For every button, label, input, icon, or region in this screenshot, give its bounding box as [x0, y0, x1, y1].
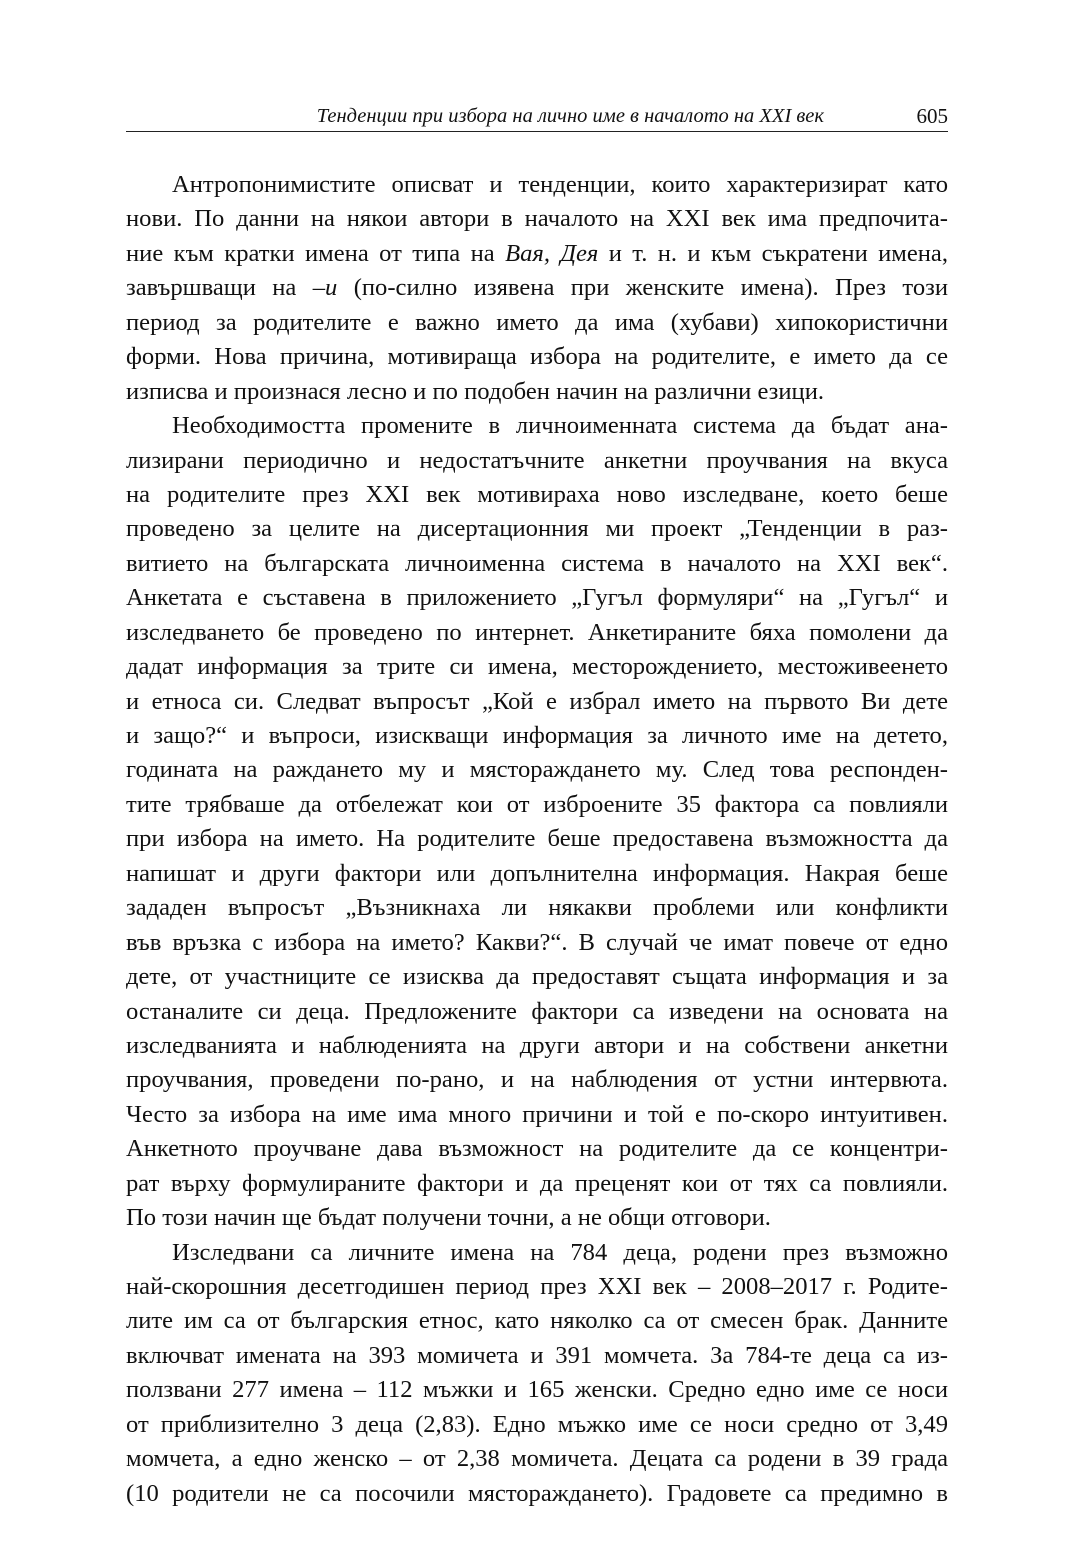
- text-line: дете, от участниците се изисква да предоставят същата информация и за: [126, 963, 948, 991]
- running-title: Тенденции при избора на лично име в началото на XXI век: [316, 105, 824, 127]
- text-line: период за родителите е важно името да има (хубави) хипокористични: [126, 308, 948, 336]
- text-line: форми. Нова причина, мотивираща избора на родителите, е името да се: [126, 343, 948, 371]
- text-line: изследването бе проведено по интернет. Анкетираните бяха помолени да: [126, 618, 948, 646]
- body-text: [126, 168, 948, 1511]
- text-line: момчета, а едно женско – от 2,38 момичета. Децата са родени в 39 града: [126, 1445, 948, 1473]
- text-line: годината на раждането му и мястораждането му. След това респонден-: [126, 756, 948, 784]
- text-segment: ние към кратки имена от типа на: [126, 239, 506, 267]
- paragraph-2: [126, 409, 948, 1236]
- text-line: от приблизително 3 деца (2,83). Едно мъжко име се носи средно от 3,49: [126, 1410, 948, 1438]
- text-line: напишат и други фактори или допълнителна информация. Накрая беше: [126, 859, 948, 887]
- text-line: По този начин ще бъдат получени точни, а не общи отговори.: [126, 1204, 771, 1232]
- text-line: Анкетата е съставена в приложението „Гугъл формуляри“ на „Гугъл“ и: [126, 584, 948, 612]
- text-line: проучвания, проведени по-рано, и на наблюдения от устни интервюта.: [126, 1066, 948, 1094]
- text-line: останалите си деца. Предложените фактори са изведени на основата на: [126, 997, 948, 1025]
- text-line: витието на българската личноименна система в началото на XXI век“.: [126, 549, 948, 577]
- text-line: рат върху формулираните фактори и да преценят кои от тях са повлияли.: [126, 1169, 948, 1197]
- text-segment: (по-силно изявена при женските имена). През този: [337, 274, 948, 302]
- text-line: (10 родители не са посочили мястораждането). Градовете са предимно в: [126, 1479, 948, 1507]
- text-line: лизирани периодично и недостатъчните анкетни проучвания на вкуса: [126, 446, 948, 474]
- text-line: тите трябваше да отбележат кои от изброените 35 фактора са повлияли: [126, 790, 948, 818]
- text-line: Анкетното проучване дава възможност на родителите да се концентри-: [126, 1135, 948, 1163]
- text-line: включват имената на 393 момичета и 391 момчета. За 784-те деца са из-: [126, 1341, 948, 1369]
- text-line: при избора на името. На родителите беше предоставена възможността да: [126, 825, 948, 853]
- page-number: 605: [916, 104, 948, 128]
- text-line: изследванията и наблюденията на други автори и на собствени анкетни: [126, 1031, 948, 1059]
- text-line: [126, 271, 948, 305]
- text-line: ползвани 277 имена – 112 мъжки и 165 женски. Средно едно име се носи: [126, 1376, 948, 1404]
- paragraph-1: [126, 168, 948, 409]
- text-line: зададен въпросът „Възникнаха ли някакви проблеми или конфликти: [126, 894, 948, 922]
- text-line: проведено за целите на дисертационния ми проект „Тенденции в раз-: [126, 515, 948, 543]
- text-line: Антропонимистите описват и тенденции, които характеризират като: [172, 171, 948, 198]
- text-line: Изследвани са личните имена на 784 деца, родени през възможно: [172, 1238, 948, 1266]
- text-line: изписва и произнася лесно и по подобен начин на различни езици.: [126, 377, 825, 405]
- text-line: Често за избора на име има много причини и той е по-скоро интуитивен.: [126, 1100, 948, 1128]
- text-line: на родителите през XXI век мотивираха ново изследване, което беше: [126, 480, 948, 508]
- example-names: Вая, Дея: [505, 239, 599, 267]
- text-line: [126, 237, 948, 271]
- text-line: във връзка с избора на името? Какви?“. В случай че имат повече от едно: [126, 928, 948, 956]
- text-line: най-скорошния десетгодишен период през XXI век – 2008–2017 г. Родите-: [126, 1273, 948, 1300]
- text-line: дадат информация за трите си имена, месторождението, местоживеенето: [126, 653, 948, 681]
- text-segment: и т. н. и към съкратени имена,: [598, 239, 948, 267]
- text-line: Необходимостта промените в личноименната система да бъдат ана-: [172, 412, 948, 440]
- text-segment: завършващи на: [126, 274, 313, 302]
- suffix-example: –и: [312, 274, 338, 302]
- text-line: нови. По данни на някои автори в началото на XXI век има предпочита-: [126, 205, 948, 233]
- text-line: и защо?“ и въпроси, изискващи информация за личното име на детето,: [126, 722, 948, 749]
- running-header: [126, 101, 948, 132]
- text-line: лите им са от българския етнос, като няколко са от смесен брак. Данните: [126, 1307, 948, 1335]
- paragraph-3: [126, 1236, 948, 1512]
- text-line: и етноса си. Следват въпросът „Кой е избрал името на първото Ви дете: [126, 687, 948, 715]
